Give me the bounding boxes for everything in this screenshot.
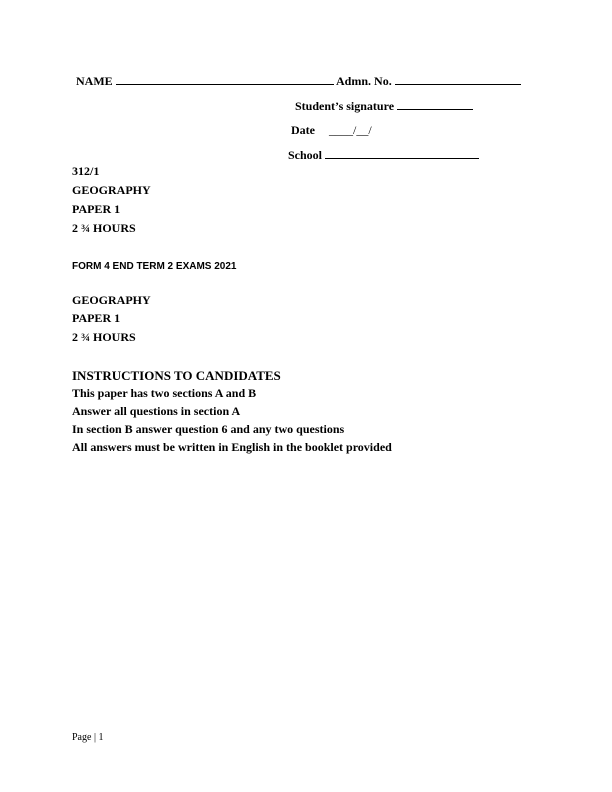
signature-field[interactable] [397,98,473,110]
paper-number: PAPER 1 [72,202,121,216]
signature-label: Student’s signature [295,99,395,113]
signature-line [295,98,473,113]
admn-field[interactable] [395,73,521,85]
instruction-item: This paper has two sections A and B [72,386,257,400]
instructions-heading: INSTRUCTIONS TO CANDIDATES [72,368,281,383]
paper-duration: 2 ¾ HOURS [72,221,136,235]
instruction-item: Answer all questions in section A [72,404,241,418]
school-label: School [288,148,323,162]
name-label: NAME [76,74,113,88]
instruction-item: All answers must be written in English in the booklet provided [72,440,392,454]
school-field[interactable] [325,147,479,159]
admn-label: Admn. No. [336,74,392,88]
subject-title-2: GEOGRAPHY [72,293,151,307]
instruction-item: In section B answer question 6 and any two questions [72,422,345,436]
date-field[interactable]: ____/__/ [329,123,372,137]
name-field[interactable] [116,73,334,85]
name-line [76,73,521,88]
paper-code: 312/1 [72,164,100,178]
subject-title: GEOGRAPHY [72,183,151,197]
page-number: Page | 1 [72,732,104,743]
date-line [291,123,372,137]
exam-title: FORM 4 END TERM 2 EXAMS 2021 [72,261,237,272]
school-line [288,147,479,162]
date-label: Date [291,123,315,137]
paper-number-2: PAPER 1 [72,311,121,325]
paper-duration-2: 2 ¾ HOURS [72,330,136,344]
